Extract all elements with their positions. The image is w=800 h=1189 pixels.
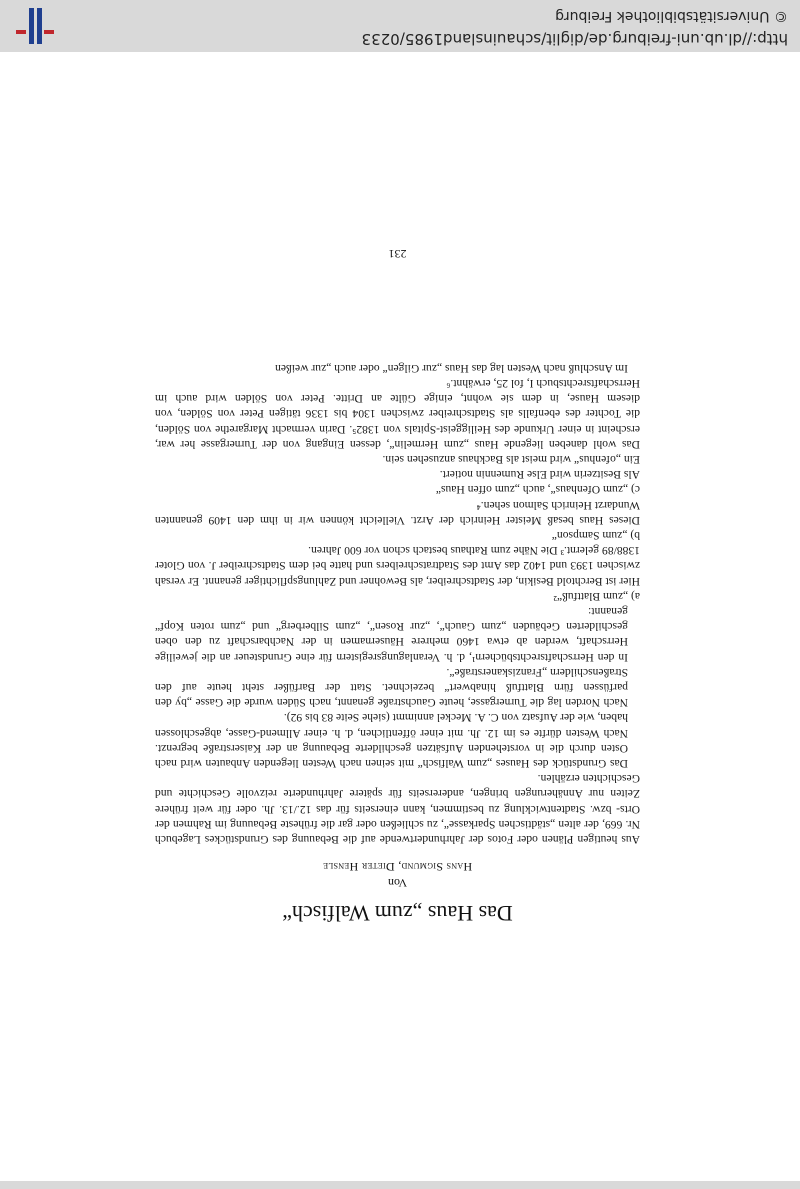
paragraph: In den Herrschaftsrechtsbüchern¹, d. h. Veranlagungsregistern für eine Grundsteuer an die jeweilige Herrschaft, werden ab etwa 1460 mehrere Häusernamen in der Nachbarschaft zu den oben geschilderten Gebäuden „zum Gauch“, „zur Rosen“, „zum Silberberg“ und „zum roten Kopf“ genannt: bbox=[155, 604, 628, 664]
footer-bar bbox=[0, 1181, 800, 1189]
paragraph: Aus heutigen Plänen oder Fotos der Jahrhundertwende auf die Bebauung des Grundstückes Lagebuch Nr. 669, der alten „städtischen Sparkasse“, zu schließen oder gar die früheste Bebauung im Rahmen der Orts- bzw. Stadtentwicklung zu bestimmen, kann einerseits für das 12./13. Jh. oder für weit frühere Zeiten nur Annäherungen bringen, andererseits für spätere Jahrhunderte reizvolle Geschichte und Geschichten erzählen. bbox=[155, 772, 640, 846]
page-number: 231 bbox=[388, 247, 407, 261]
paragraph: Hier ist Berchtold Besikin, der Stadtschreiber, als Bewohner und Zahlungspflichtiger genannt. Er versah zwischen 1393 und 1402 das Amt des Stadtratschreibers und hatte bei dem Stadtschreiber J. von Gloter 1388/89 gelernt.³ Die Nähe zum Rathaus bestach schon vor 600 Jahren. bbox=[155, 544, 640, 588]
library-credit: © Universitätsbibliothek Freiburg bbox=[555, 8, 788, 24]
article-authors: Hans Sigmund, Dieter Hensle bbox=[322, 860, 473, 874]
paragraph: Das wohl daneben liegende Haus „zum Hermelin“, dessen Eingang von der Turnergasse her war, erscheint in einer Urkunde des Heiliggeist-Spitals von 1382⁵. Darin vermacht Margarethe von Sölden, die Tochter des ebenfalls als Stadtschreiber zwischen 1304 bis 1336 tätigen Peter von Sölden, von diesem Hause, in dem sie wohnt, einige Gülte an Dritte. Peter von Sölden wird auch im Herrschaftsrechtsbuch I, fol 25, erwähnt.⁶ bbox=[155, 376, 640, 451]
list-heading: b) „zum Sampson“ bbox=[551, 528, 640, 542]
article-body bbox=[155, 361, 640, 848]
library-logo-icon bbox=[8, 6, 56, 46]
document-url[interactable]: http://dl.ub.uni-freiburg.de/diglit/schauinsland1985/0233 bbox=[361, 30, 788, 48]
paragraph: Im Anschluß nach Westen lag das Haus „zur Gilgen“ oder auch „zur weißen bbox=[275, 361, 628, 375]
paragraph: Ein „ofenhus“ wird meist als Backhaus anzusehen sein. bbox=[382, 452, 640, 466]
list-heading: c) „zum Ofenhaus“, auch „zum offen Haus“ bbox=[435, 483, 640, 497]
list-heading: a) „zum Blattfuß“² bbox=[553, 589, 640, 603]
header-bar bbox=[0, 0, 800, 52]
article-title: Das Haus „zum Walfisch“ bbox=[282, 901, 513, 926]
paragraph: Das Grundstück des Hauses „zum Walfisch“ mit seinen nach Westen liegenden Anbauten wird nach Osten durch die in vorstehenden Aufsätzen geschilderte Bebauung an der Kaiserstraße begrenzt. Nach Westen dürfte es im 12. Jh. mit einer öffentlichen, d. h. einer Allmend-Gasse, abgeschlossen haben, wie der Aufsatz von C. A. Meckel annimmt (siehe Seite 83 bis 92). bbox=[155, 711, 628, 770]
paragraph: Als Besitzerin wird Else Rumennin notiert. bbox=[439, 468, 640, 482]
byline-von: Von bbox=[387, 876, 408, 890]
paragraph: Dieses Haus besaß Meister Heinrich der Arzt. Vielleicht können wir in ihm den 1409 genannten Wundarzt Heinrich Salmon sehen.⁴ bbox=[155, 498, 640, 527]
paragraph: Nach Norden lag die Turnergasse, heute Gauchstraße genannt, nach Süden wurde die Gasse „by den parfüssen fürn Blattfuß hinabwert“ bezeichnet. Statt der Barfüßer steht heute auf den Straßenschildern „Franziskanerstraße“. bbox=[155, 665, 628, 710]
